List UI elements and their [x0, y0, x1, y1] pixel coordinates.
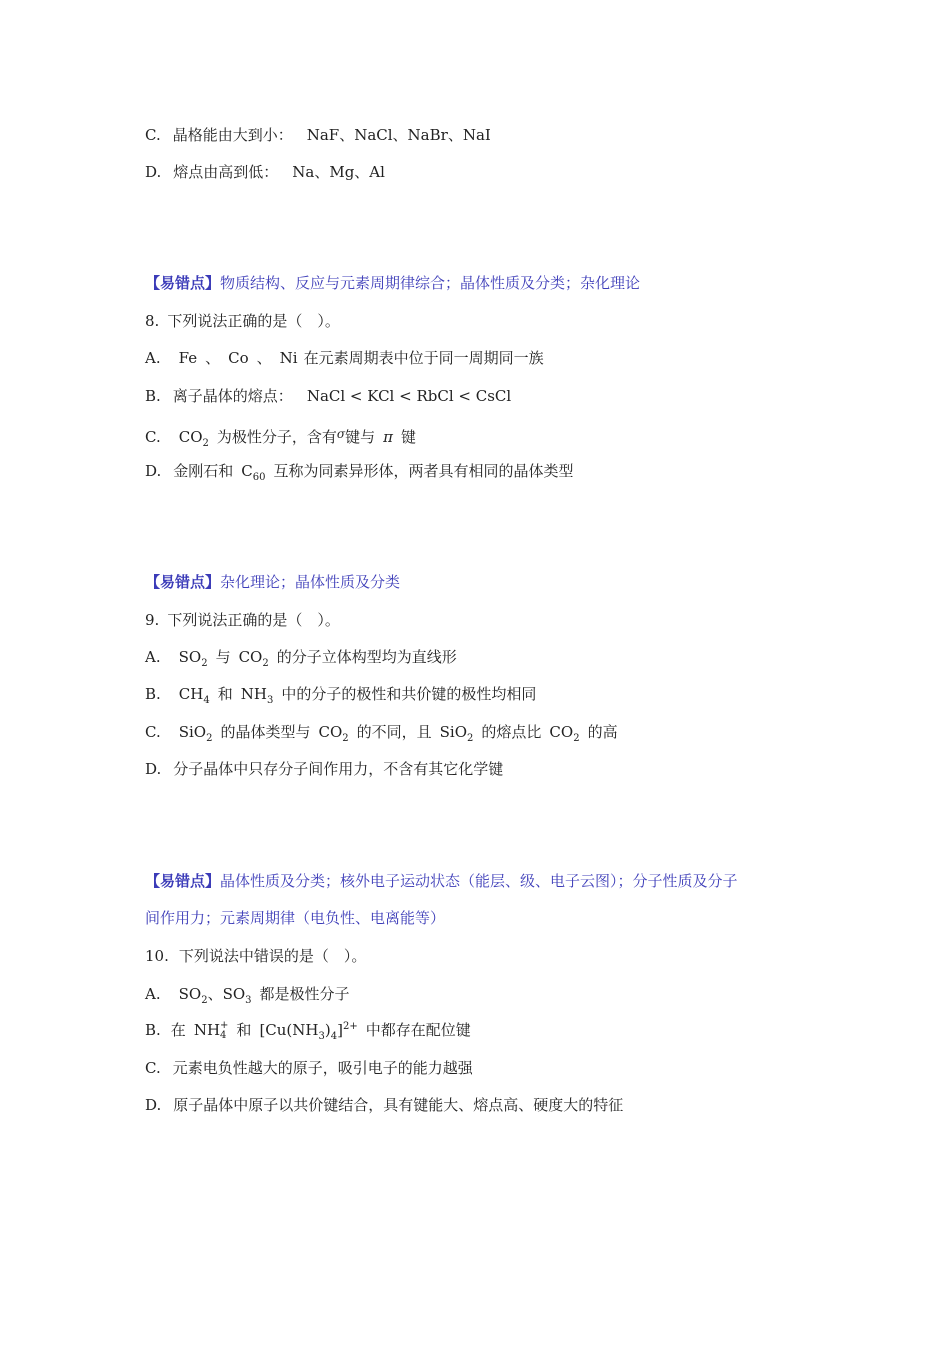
option-label: D.	[145, 163, 162, 181]
formula: Co	[228, 349, 249, 367]
formula: CO	[318, 723, 343, 741]
q10-option-a	[145, 984, 350, 1004]
q8-option-d	[145, 461, 574, 481]
option-label: D.	[145, 760, 162, 778]
text: 金刚石和	[173, 462, 234, 480]
formula: CO	[178, 428, 203, 446]
formula: CO	[238, 648, 263, 666]
tag-text: 杂化理论；晶体性质及分类	[220, 573, 401, 591]
text: 的晶体类型与	[220, 723, 311, 741]
tag-text: 间作用力；元素周期律（电负性、电离能等）	[145, 909, 446, 927]
option-label: D.	[145, 462, 162, 480]
subscript: 2	[262, 658, 269, 669]
text: 的高	[587, 723, 618, 741]
q10-option-c	[145, 1058, 473, 1078]
text: 和	[236, 1021, 252, 1039]
text: 在元素周期表中位于同一周期同一族	[303, 349, 544, 367]
ion-charge	[220, 1021, 228, 1041]
superscript: 2+	[342, 1021, 358, 1032]
option-text: 熔点由高到低：	[173, 163, 279, 181]
option-label: C.	[145, 723, 161, 741]
error-point-tag-8	[145, 273, 640, 293]
formula: SiO	[439, 723, 468, 741]
text: 原子晶体中原子以共价键结合，具有键能大、熔点高、硬度大的特征	[173, 1096, 624, 1114]
option-label: B.	[145, 387, 161, 405]
subscript: 4	[220, 1030, 227, 1041]
formula: C	[241, 462, 253, 480]
option-label: D.	[145, 1096, 162, 1114]
subscript: 2	[573, 733, 580, 744]
q9-option-a	[145, 647, 457, 667]
option-text: 晶格能由大到小：	[172, 126, 293, 144]
text: 与	[215, 648, 231, 666]
sigma-symbol: σ	[336, 427, 346, 441]
text: 元素电负性越大的原子，吸引电子的能力越强	[172, 1059, 473, 1077]
question-text: 下列说法正确的是（ ）。	[167, 611, 340, 629]
text: 、	[256, 349, 272, 367]
option-label: A.	[145, 349, 161, 367]
text: 的熔点比	[481, 723, 542, 741]
text: 在	[170, 1021, 186, 1039]
superscript: +	[220, 1020, 229, 1031]
q9-option-c	[145, 722, 618, 742]
text: 的不同，且	[356, 723, 432, 741]
tag-text: 物质结构、反应与元素周期律综合；晶体性质及分类；杂化理论	[220, 274, 641, 292]
subscript: 4	[203, 695, 210, 706]
text: 互称为同素异形体，两者具有相同的晶体类型	[273, 462, 574, 480]
question-number: 8.	[145, 312, 160, 330]
text: 离子晶体的熔点：	[172, 387, 293, 405]
error-point-tag-10-cont	[145, 908, 445, 928]
formula: NH	[193, 1021, 221, 1039]
subscript: 3	[266, 695, 274, 706]
subscript: 2	[201, 995, 208, 1006]
subscript: 3	[245, 995, 252, 1006]
text: 分子晶体中只存分子间作用力，不含有其它化学键	[173, 760, 504, 778]
tag-head: 【易错点】	[145, 274, 221, 292]
question-8	[145, 311, 340, 331]
text: 和	[217, 685, 233, 703]
subscript: 2	[206, 733, 213, 744]
text: 的分子立体构型均为直线形	[276, 648, 457, 666]
tag-head: 【易错点】	[145, 573, 221, 591]
formula: NaF、NaCl、NaBr、NaI	[306, 126, 491, 144]
q10-option-d	[145, 1095, 623, 1115]
formula: CO	[549, 723, 574, 741]
subscript: 2	[201, 658, 208, 669]
option-label: C.	[145, 428, 161, 446]
option-label: B.	[145, 1021, 161, 1039]
text: 中都存在配位键	[365, 1021, 471, 1039]
formula: NaCl < KCl < RbCl < CsCl	[306, 387, 512, 405]
tag-head: 【易错点】	[145, 872, 221, 890]
option-label: A.	[145, 648, 161, 666]
subscript: 4	[330, 1031, 338, 1042]
subscript: 2	[202, 438, 209, 449]
q8-option-c	[145, 424, 416, 447]
text: 都是极性分子	[259, 985, 350, 1003]
error-point-tag-9	[145, 572, 400, 592]
question-text: 下列说法中错误的是（ ）。	[178, 947, 367, 965]
formula: )	[324, 1021, 331, 1039]
pi-symbol: π	[383, 428, 393, 446]
text: 、	[205, 349, 221, 367]
question-9	[145, 610, 340, 630]
option-label: A.	[145, 985, 161, 1003]
q7-option-c	[145, 125, 491, 145]
formula: 、SO	[207, 985, 246, 1003]
question-text: 下列说法正确的是（ ）。	[167, 312, 340, 330]
q9-option-d	[145, 759, 503, 779]
question-10	[145, 946, 366, 966]
formula: SO	[178, 648, 202, 666]
q9-option-b	[145, 684, 536, 704]
text: 中的分子的极性和共价键的极性均相同	[281, 685, 537, 703]
formula: ]	[337, 1021, 343, 1039]
formula: [Cu(NH	[259, 1021, 319, 1039]
subscript: 2	[467, 733, 474, 744]
question-number: 9.	[145, 611, 160, 629]
error-point-tag-10	[145, 871, 738, 891]
q8-option-a	[145, 348, 544, 368]
formula: NH	[240, 685, 267, 703]
subscript: 2	[342, 733, 349, 744]
formula: Ni	[279, 349, 298, 367]
tag-text: 晶体性质及分类；核外电子运动状态（能层、级、电子云图）；分子性质及分子	[220, 872, 738, 890]
formula: SO	[178, 985, 202, 1003]
subscript: 60	[252, 472, 266, 483]
formula: Na、Mg、Al	[292, 163, 385, 181]
option-label: C.	[145, 1059, 161, 1077]
q8-option-b	[145, 386, 511, 406]
text: 键	[400, 428, 416, 446]
q7-option-d	[145, 162, 385, 182]
subscript: 3	[318, 1031, 325, 1042]
option-label: B.	[145, 685, 161, 703]
formula: Fe	[178, 349, 198, 367]
option-label: C.	[145, 126, 161, 144]
question-number: 10.	[145, 947, 169, 965]
text: 为极性分子，含有	[216, 428, 337, 446]
text: 键与	[345, 428, 376, 446]
formula: SiO	[178, 723, 207, 741]
q10-option-b	[145, 1020, 471, 1041]
formula: CH	[178, 685, 204, 703]
